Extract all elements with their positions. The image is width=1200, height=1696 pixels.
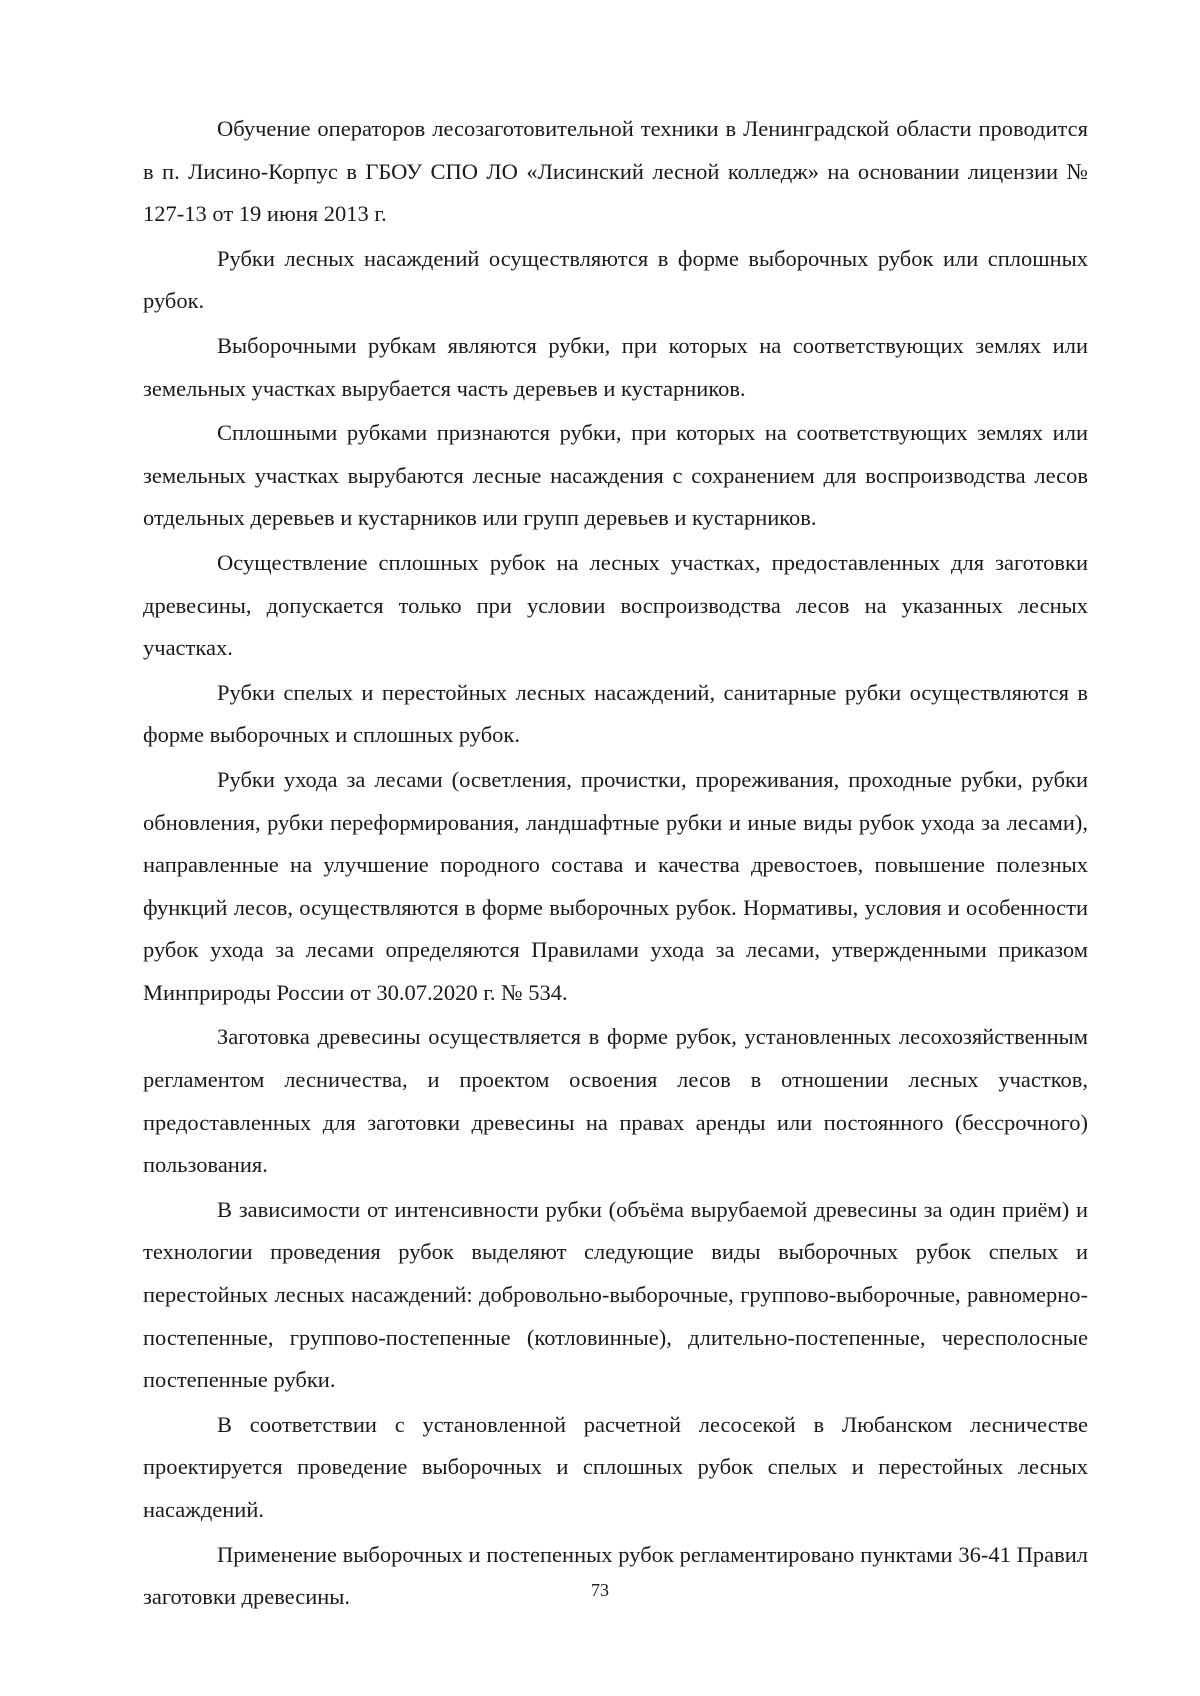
paragraph-2: Рубки лесных насаждений осуществляются в форме выборочных рубок или сплошных рубок. <box>143 245 1088 314</box>
paragraph-10: В соответствии с установленной расчетной лесосекой в Любанском лесничестве проектируется проведение выборочных и сплошных рубок спелых и перестойных лесных насаждений. <box>143 1411 1088 1522</box>
paragraph-8: Заготовка древесины осуществляется в форме рубок, установленных лесохозяйственным регламентом лесничества, и проектом освоения лесов в отношении лесных участков, предоставленных для заготовки древесины на правах аренды или постоянного (бессрочного) пользования. <box>143 1024 1088 1178</box>
paragraph-6: Рубки спелых и перестойных лесных насаждений, санитарные рубки осуществляются в форме выборочных и сплошных рубок. <box>143 679 1088 748</box>
paragraph-3: Выборочными рубкам являются рубки, при которых на соответствующих землях или земельных участках вырубается часть деревьев и кустарников. <box>143 332 1088 401</box>
paragraph-7: Рубки ухода за лесами (осветления, прочистки, прореживания, проходные рубки, рубки обновления, рубки переформирования, ландшафтные рубки и иные виды рубок ухода за лесами), направленные на улучшение породного состава и качества древостоев, повышение полезных функций лесов, осуществляются в форме выборочных рубок. Нормативы, условия и особенности рубок ухода за лесами определяются Правилами ухода за лесами, утвержденными приказом Минприроды России от 30.07.2020 г. № 534. <box>143 766 1088 1005</box>
body-text <box>143 108 1088 1621</box>
paragraph-4: Сплошными рубками признаются рубки, при которых на соответствующих землях или земельных участках вырубаются лесные насаждения с сохранением для воспроизводства лесов отдельных деревьев и кустарников или групп деревьев и кустарников. <box>143 420 1088 531</box>
paragraph-11: Применение выборочных и постепенных рубок регламентировано пунктами 36-41 Правил заготовки древесины. <box>143 1541 1088 1610</box>
paragraph-5: Осуществление сплошных рубок на лесных участках, предоставленных для заготовки древесины, допускается только при условии воспроизводства лесов на указанных лесных участках. <box>143 549 1088 661</box>
paragraph-1: Обучение операторов лесозаготовительной техники в Ленинградской области проводится в п. Лисино-Корпус в ГБОУ СПО ЛО «Лисинский лесной колледж» на основании лицензии № 127-13 от 19 июня 2013 г. <box>143 116 1088 227</box>
page-number: 73 <box>591 1580 609 1600</box>
paragraph-9: В зависимости от интенсивности рубки (объёма вырубаемой древесины за один приём) и технологии проведения рубок выделяют следующие виды выборочных рубок спелых и перестойных лесных насаждений: добровольно-выборочные, группово-выборочные, равномерно-постепенные, группово-постепенные (котловинные), длительно-постепенные, чересполосные постепенные рубки. <box>143 1196 1088 1393</box>
